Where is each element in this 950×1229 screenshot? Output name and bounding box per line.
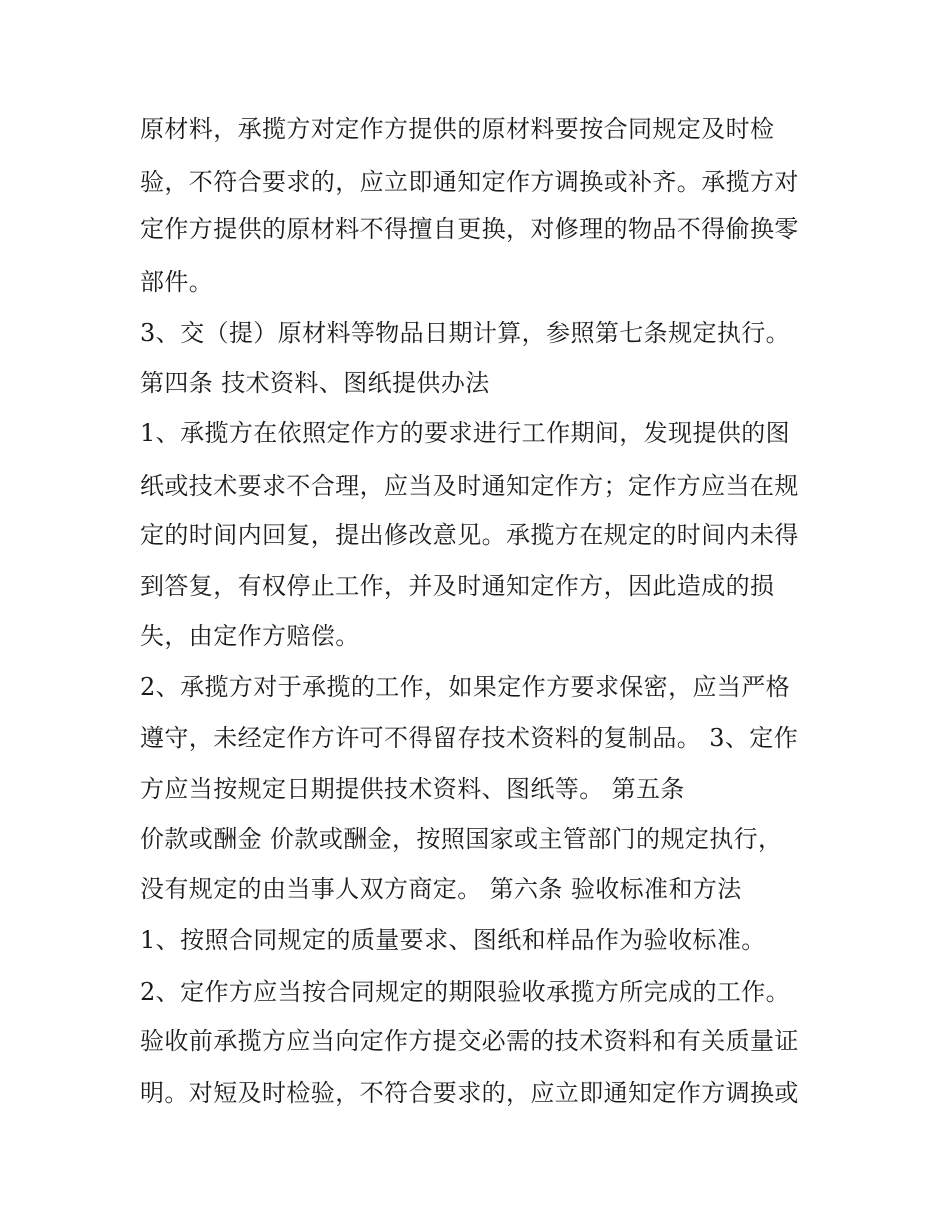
- text-line: 价款或酬金 价款或酬金，按照国家或主管部门的规定执行，: [140, 825, 783, 853]
- text-line: 1、按照合同规定的质量要求、图纸和样品作为验收标准。: [140, 926, 766, 954]
- text-line: 没有规定的由当事人双方商定。 第六条 验收标准和方法: [140, 875, 742, 903]
- text-line: 验，不符合要求的，应立即通知定作方调换或补齐。承揽方对: [140, 168, 799, 196]
- text-line: 定作方提供的原材料不得擅自更换，对修理的物品不得偷换零: [140, 215, 799, 243]
- text-line: 部件。: [140, 268, 214, 296]
- text-line: 1、承揽方在依照定作方的要求进行工作期间，发现提供的图: [140, 419, 791, 447]
- text-line: 定的时间内回复，提出修改意见。承揽方在规定的时间内未得: [140, 521, 799, 549]
- text-line: 失，由定作方赔偿。: [140, 622, 360, 650]
- text-line: 原材料，承揽方对定作方提供的原材料要按合同规定及时检: [140, 115, 775, 143]
- text-line: 2、定作方应当按合同规定的期限验收承揽方所完成的工作。: [140, 978, 791, 1006]
- text-line: 纸或技术要求不合理，应当及时通知定作方；定作方应当在规: [140, 472, 799, 500]
- text-line: 2、承揽方对于承揽的工作，如果定作方要求保密，应当严格: [140, 673, 791, 701]
- text-line: 遵守，未经定作方许可不得留存技术资料的复制品。 3、定作: [140, 724, 799, 752]
- text-line: 3、交（提）原材料等物品日期计算，参照第七条规定执行。: [140, 319, 791, 347]
- text-line: 验收前承揽方应当向定作方提交必需的技术资料和有关质量证: [140, 1027, 799, 1055]
- text-line: 明。对短及时检验，不符合要求的，应立即通知定作方调换或: [140, 1079, 799, 1107]
- text-line: 到答复，有权停止工作，并及时通知定作方，因此造成的损: [140, 572, 775, 600]
- text-line: 方应当按规定日期提供技术资料、图纸等。 第五条: [140, 775, 685, 803]
- section-heading: 第四条 技术资料、图纸提供办法: [140, 369, 490, 397]
